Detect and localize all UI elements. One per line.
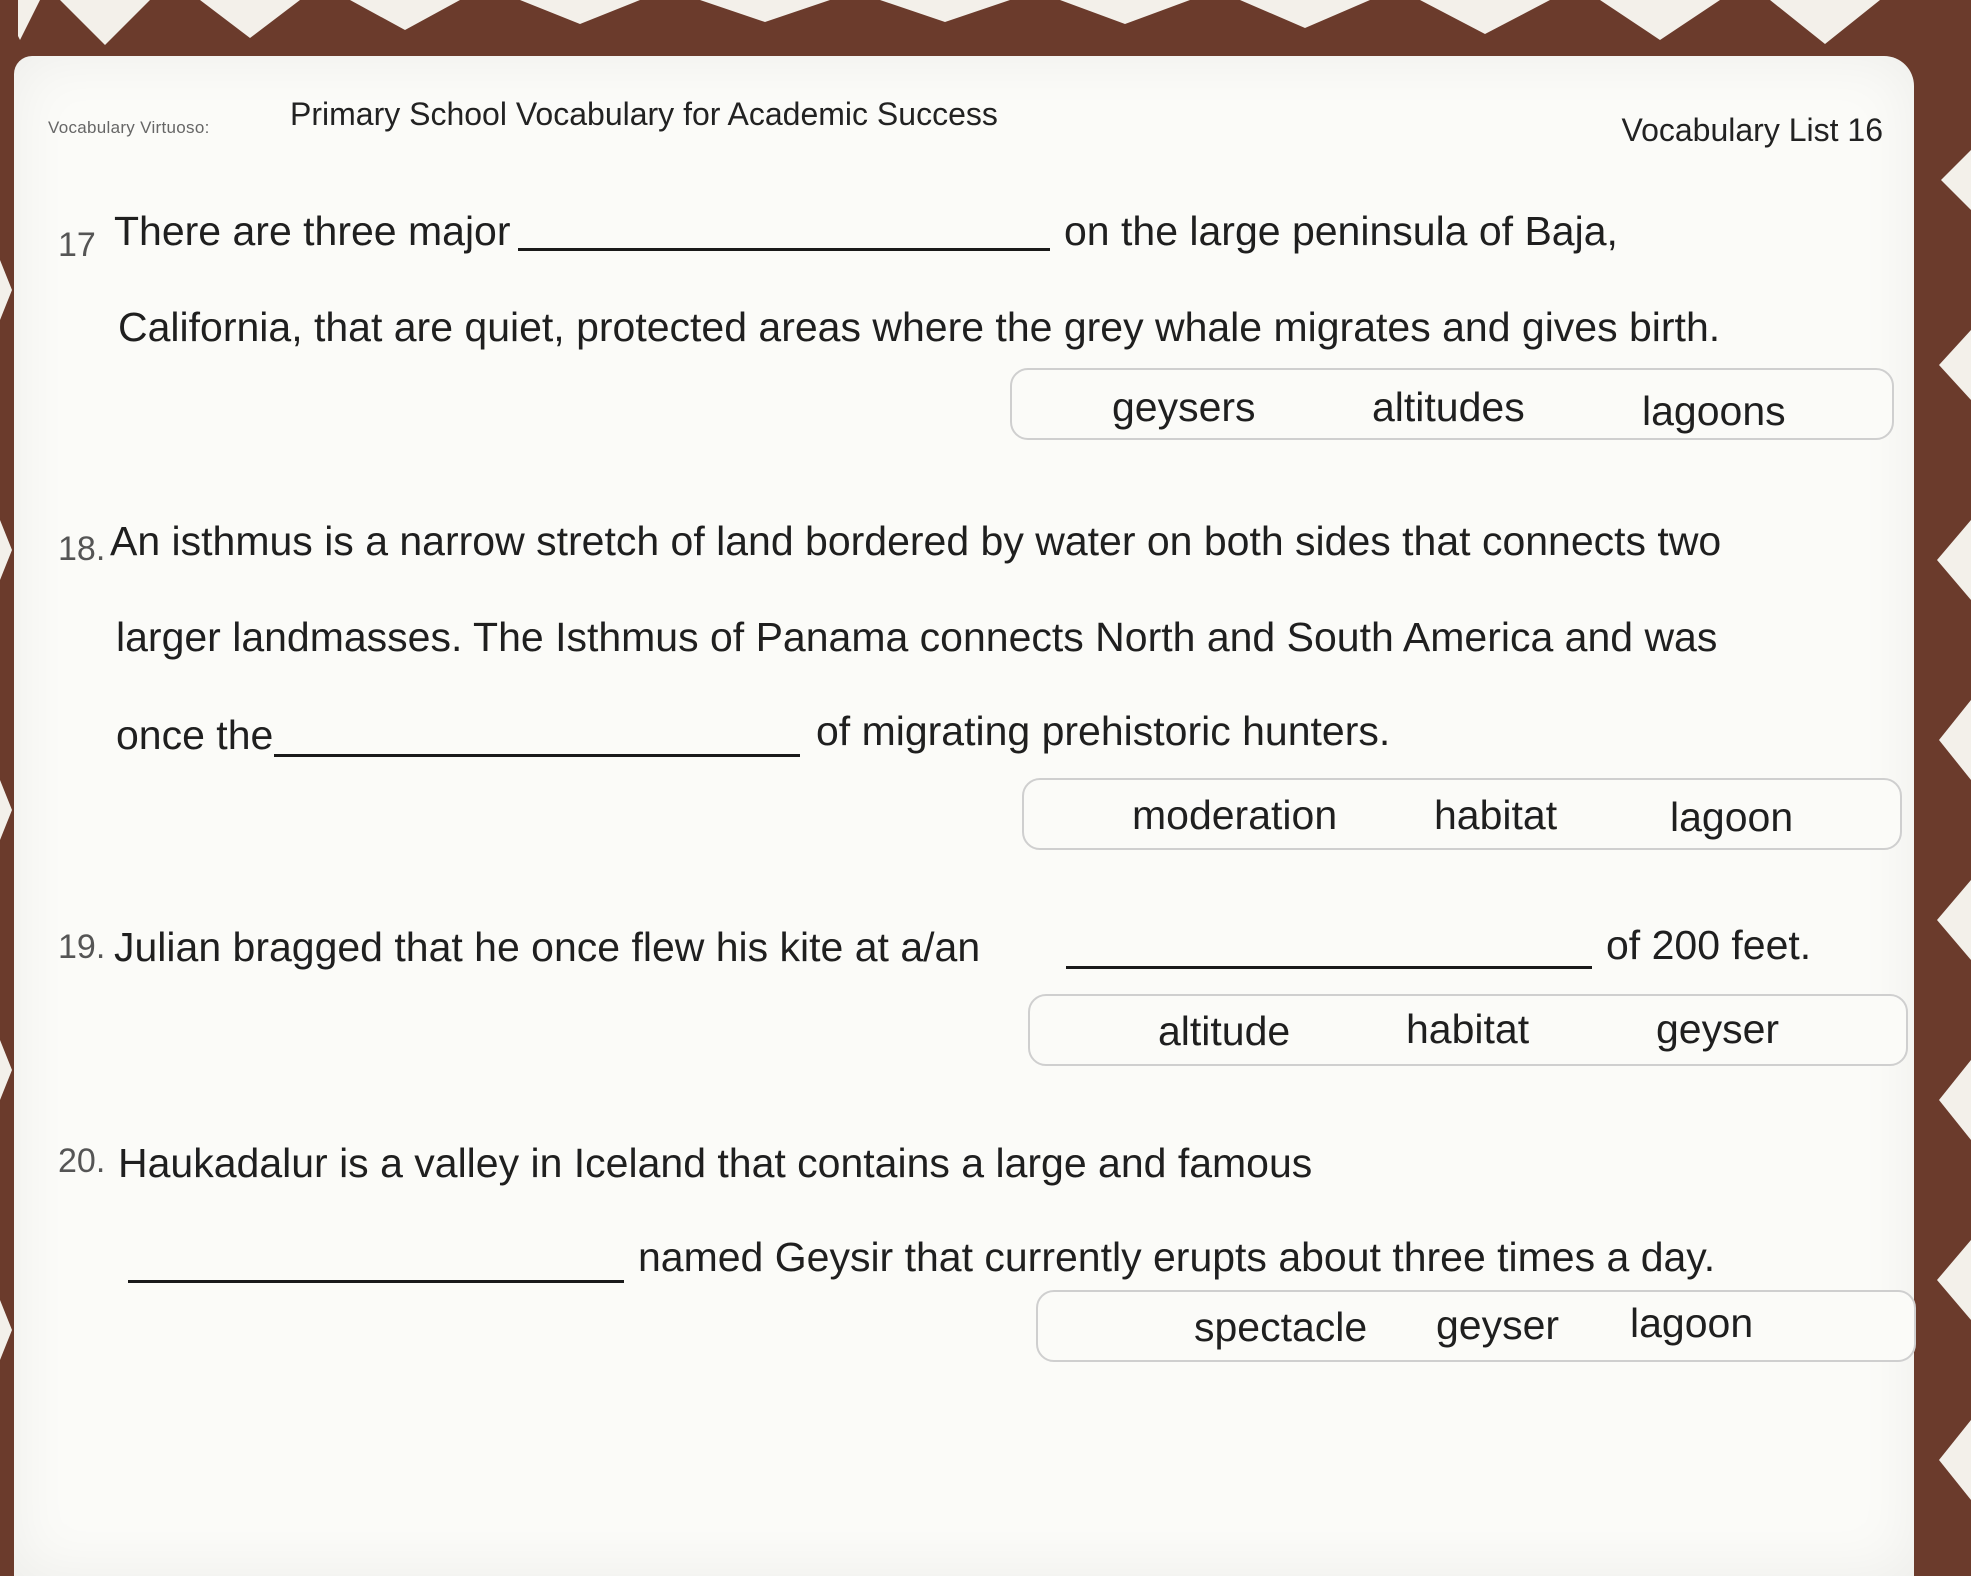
question-number: 17 <box>58 226 96 264</box>
question-text: named Geysir that currently erupts about three times a day. <box>638 1234 1716 1280</box>
question-text: An isthmus is a narrow stretch of land bordered by water on both sides that connects two <box>110 518 1722 564</box>
word-option[interactable]: lagoons <box>1642 388 1786 434</box>
question-text: There are three major <box>114 208 511 254</box>
question-text: Haukadalur is a valley in Iceland that contains a large and famous <box>118 1140 1313 1186</box>
vocabulary-list-label: Vocabulary List 16 <box>1621 112 1883 148</box>
word-option[interactable]: habitat <box>1434 792 1558 838</box>
answer-blank-17[interactable] <box>518 248 1050 251</box>
word-option[interactable]: geysers <box>1112 384 1256 430</box>
word-option[interactable]: habitat <box>1406 1006 1530 1052</box>
answer-blank-18[interactable] <box>274 754 800 757</box>
word-option[interactable]: geyser <box>1436 1302 1560 1348</box>
answer-blank-19[interactable] <box>1066 966 1592 969</box>
word-option[interactable]: lagoon <box>1670 794 1794 840</box>
question-text: of 200 feet. <box>1606 922 1812 968</box>
book-title: Primary School Vocabulary for Academic Success <box>290 96 998 132</box>
word-option[interactable]: lagoon <box>1630 1300 1754 1346</box>
question-text: on the large peninsula of Baja, <box>1064 208 1618 254</box>
question-number: 19. <box>58 928 106 966</box>
answer-blank-20[interactable] <box>128 1280 624 1283</box>
question-text: once the <box>116 712 274 758</box>
series-brand: Vocabulary Virtuoso: <box>48 118 210 137</box>
word-option[interactable]: geyser <box>1656 1006 1780 1052</box>
question-text: Julian bragged that he once flew his kite at a/an <box>114 924 981 970</box>
question-number: 20. <box>58 1142 106 1180</box>
decorative-border-right <box>1911 0 1971 1566</box>
question-text: larger landmasses. The Isthmus of Panama connects North and South America and was <box>116 614 1718 660</box>
question-number: 18. <box>58 530 106 568</box>
word-option[interactable]: altitude <box>1158 1008 1291 1054</box>
question-text: of migrating prehistoric hunters. <box>816 708 1391 754</box>
question-text: California, that are quiet, protected areas where the grey whale migrates and gives birth. <box>118 304 1721 350</box>
word-option[interactable]: altitudes <box>1372 384 1525 430</box>
word-option[interactable]: spectacle <box>1194 1304 1368 1350</box>
word-option[interactable]: moderation <box>1132 792 1338 838</box>
